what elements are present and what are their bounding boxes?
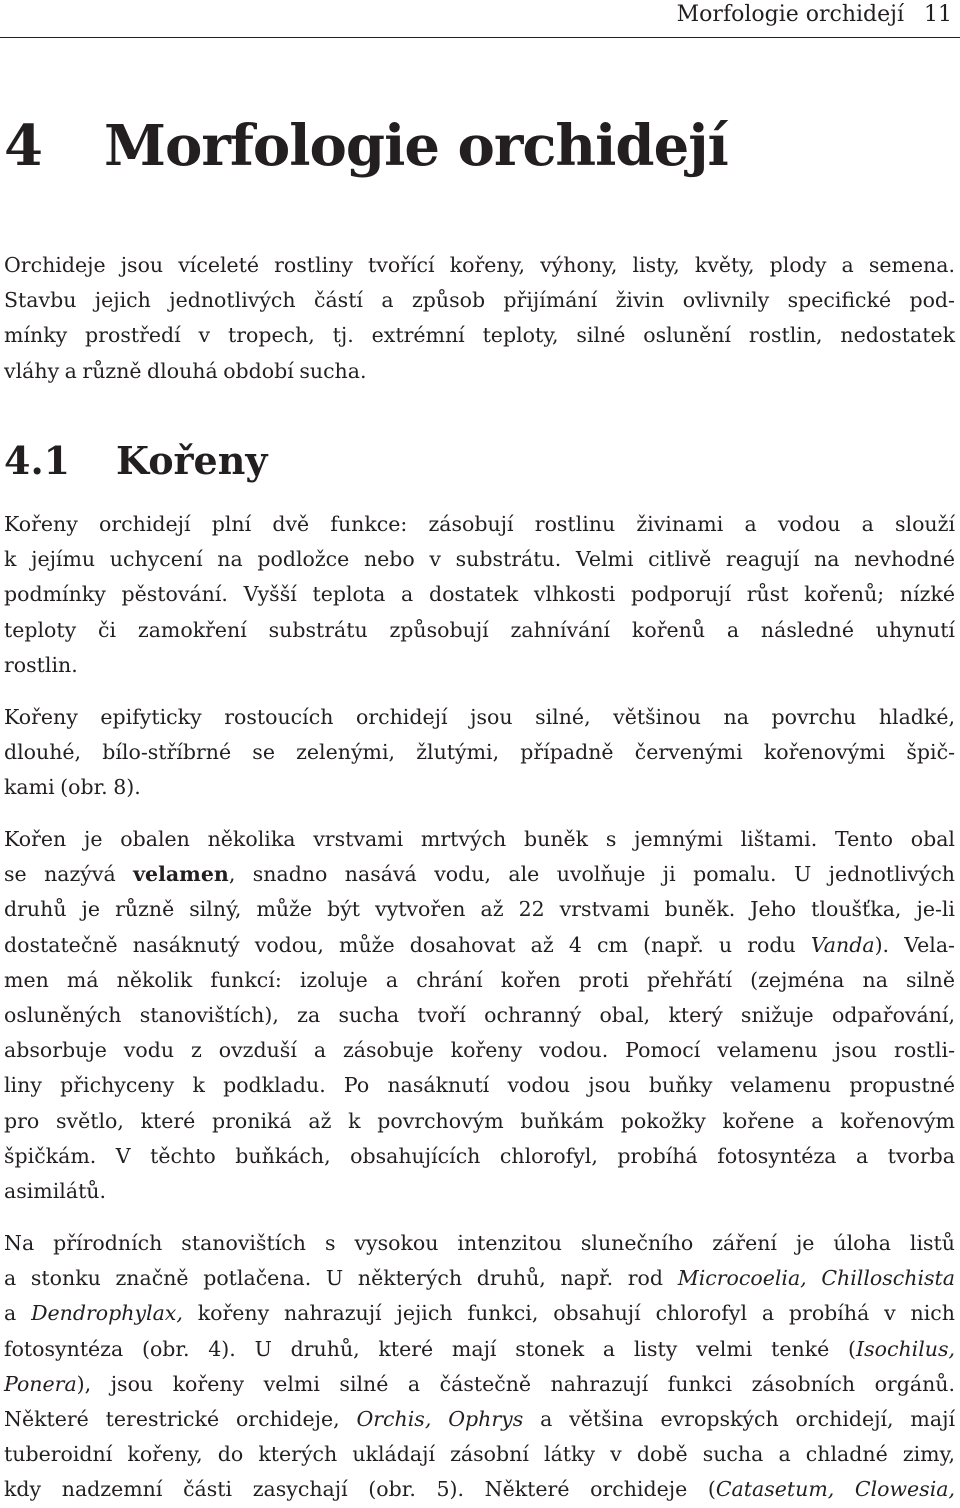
text-line: osluněných stanovištích), za sucha tvoří ochranný obal, který snižuje odpařování, (4, 1002, 955, 1027)
text-line: se nazývá velamen, snadno nasává vodu, ale uvolňuje ji pomalu. U jednotlivých (4, 862, 956, 887)
genus-name: Ponera (4, 1371, 77, 1396)
text-line: men má několik funkcí: izoluje a chrání kořen proti přehřátí (zejména na silně (4, 967, 955, 992)
chapter-title-text: Morfologie orchidejí (104, 113, 728, 179)
running-header (677, 0, 952, 30)
genus-name: Vanda (810, 932, 875, 957)
genus-name: Isochilus, (856, 1336, 955, 1361)
text-line: Kořen je obalen několika vrstvami mrtvých buněk s jemnými lištami. Tento obal (4, 827, 955, 851)
text-line: Orchideje jsou víceleté rostliny tvořící kořeny, výhony, listy, květy, plody a semena. (4, 253, 955, 277)
text-line: vláhy a různě dlouhá období sucha. (4, 358, 367, 383)
text-line: rostlin. (4, 652, 78, 677)
text-line: fotosyntéza (obr. 4). U druhů, které mají stonek a listy velmi tenké (Isochilus, (4, 1336, 955, 1361)
text-line: asimilátů. (4, 1178, 107, 1203)
text-line: a stonku značně potlačena. U některých druhů, např. rod Microcoelia, Chilloschista (4, 1266, 955, 1291)
term-velamen: velamen (133, 862, 229, 887)
section-number: 4.1 (4, 438, 71, 483)
text-line: teploty či zamokření substrátu způsobují zahnívání kořenů a následné uhynutí (4, 617, 955, 642)
text-line: špičkám. V těchto buňkách, obsahujících chlorofyl, probíhá fotosyntéza a tvorba (4, 1143, 955, 1168)
header-rule (0, 37, 960, 38)
text-line: a Dendrophylax, kořeny nahrazují jejich funkci, obsahují chlorofyl a probíhá v nich (4, 1301, 955, 1326)
intro-paragraph (4, 248, 955, 389)
text-line: absorbuje vodu z ovzduší a zásobuje kořeny vodou. Pomocí velamenu jsou rostli- (4, 1038, 955, 1063)
text-line: tuberoidní kořeny, do kterých ukládají zásobní látky v době sucha a chladné zimy, (4, 1442, 955, 1467)
text-line: Ponera), jsou kořeny velmi silné a částečně nahrazují funkci zásobních orgánů. (4, 1371, 955, 1396)
paragraph-roots-functions (4, 507, 955, 683)
genus-name: Microcoelia, Chilloschista (677, 1266, 955, 1291)
section-title-text: Kořeny (116, 438, 268, 483)
text-line: kdy nadzemní části zasychají (obr. 5). Některé orchideje (Catasetum, Clowesia, (4, 1477, 955, 1502)
text-line: Stavbu jejich jednotlivých částí a způsob přijímání živin ovlivnily specifické pod- (4, 288, 955, 313)
text-line: pro světlo, které proniká až k povrchovým buňkám pokožky kořene a kořenovým (4, 1108, 955, 1133)
page-number: 11 (924, 2, 952, 27)
paragraph-epiphytic-roots (4, 700, 955, 806)
genus-name: Dendrophylax, (31, 1301, 183, 1326)
text-line: dostatečně nasáknutý vodou, může dosahovat až 4 cm (např. u rodu Vanda). Vela- (4, 932, 955, 957)
text-line: Kořeny orchidejí plní dvě funkce: zásobují rostlinu živinami a vodou a slouží (4, 512, 955, 536)
text-line: mínky prostředí v tropech, tj. extrémní teploty, silné oslunění rostlin, nedostatek (4, 323, 955, 348)
paragraph-velamen (4, 822, 955, 1209)
section-title (4, 438, 267, 484)
running-title: Morfologie orchidejí (676, 2, 904, 27)
text-line: druhů je různě silný, může být vytvořen až 22 vrstvami buněk. Jeho tloušťka, je-li (4, 897, 955, 922)
genus-name: Orchis, Ophrys (356, 1406, 524, 1431)
text-line: kami (obr. 8). (4, 775, 141, 800)
text-line: k jejímu uchycení na podložce nebo v substrátu. Velmi citlivě reagují na nevhodné (4, 547, 955, 572)
text-line: liny přichyceny k podkladu. Po nasáknutí vodou jsou buňky velamenu propustné (4, 1073, 955, 1098)
text-line: dlouhé, bílo-stříbrné se zelenými, žlutými, případně červenými kořenovými špič- (4, 740, 955, 765)
text-line: Na přírodních stanovištích s vysokou intenzitou slunečního záření je úloha listů (4, 1231, 955, 1255)
genus-name: Catasetum, Clowesia, (715, 1477, 955, 1502)
text-line: Některé terestrické orchideje, Orchis, Ophrys a většina evropských orchidejí, mají (4, 1406, 955, 1431)
paragraph-leafless-orchids (4, 1226, 955, 1508)
chapter-title (4, 110, 728, 182)
chapter-number: 4 (4, 113, 42, 179)
text-line: podmínky pěstování. Vyšší teplota a dostatek vlhkosti podporují růst kořenů; nízké (4, 582, 955, 607)
text-line: Kořeny epifyticky rostoucích orchidejí jsou silné, většinou na povrchu hladké, (4, 705, 955, 729)
